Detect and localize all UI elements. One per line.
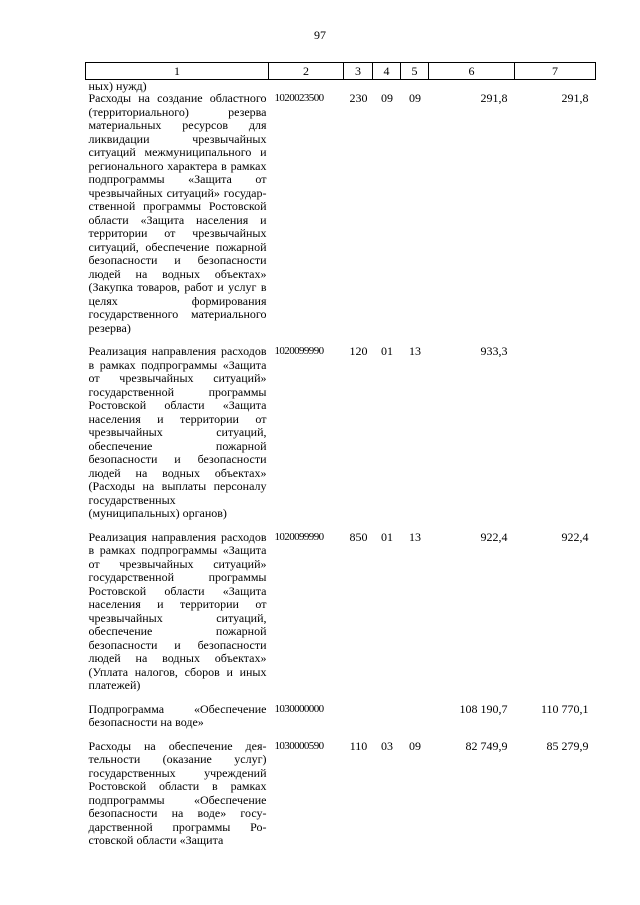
row-target-code: 1030000000 xyxy=(274,702,324,715)
row-target-code: 1020099990 xyxy=(274,345,324,357)
row-expense-type: 850 xyxy=(349,529,368,544)
column-header: 1 xyxy=(86,63,269,80)
column-header: 4 xyxy=(373,63,401,80)
row-subsection xyxy=(401,696,429,733)
row-amount-col7: 110 770,1 xyxy=(540,701,589,716)
table-row xyxy=(86,338,596,524)
row-subsection: 09 xyxy=(409,738,421,753)
row-subsection: 13 xyxy=(409,529,421,544)
row-description: Подпрограмма «Обеспечение безопасности на воде» xyxy=(88,701,267,729)
row-subsection: 09 xyxy=(409,91,421,105)
table-row xyxy=(86,696,596,733)
row-section: 03 xyxy=(381,738,393,753)
row-section: 01 xyxy=(381,529,393,544)
row-description: ных) нужд) xyxy=(88,79,147,93)
row-amount-col7: 85 279,9 xyxy=(546,738,589,753)
row-target-code: 1030000590 xyxy=(274,739,324,752)
column-header: 7 xyxy=(515,63,596,80)
column-header: 5 xyxy=(401,63,429,80)
table-row xyxy=(86,92,596,338)
budget-table xyxy=(85,62,596,851)
row-expense-type: 110 xyxy=(349,738,368,753)
row-expense-type xyxy=(344,696,373,733)
row-section xyxy=(373,696,401,733)
row-amount-col7: 922,4 xyxy=(561,529,589,544)
row-target-code: 1020099990 xyxy=(274,530,324,543)
row-target-code: 1020023500 xyxy=(274,92,324,104)
table-header-row xyxy=(86,63,596,80)
row-description: Реализация направления расходов в рамках подпрограммы «Защита от чрезвычайных ситуаций» государственной программы Ростовской области «Защита населения и территории от чрезвычайных ситуаций, обеспечение пожарной безопасности и безопасности людей на водных объектах» (Расходы на выплаты персоналу государственных (муниципальных) органов) xyxy=(88,344,267,520)
row-expense-type: 230 xyxy=(349,91,368,105)
row-section: 01 xyxy=(381,344,393,358)
row-amount-col6: 933,3 xyxy=(480,344,508,358)
row-description: Расходы на обеспечение деятельности (оказание услуг) государственных учреждений Ростовской области в рамках подпрограммы «Обеспечение безопасности на воде» государственной программы Ростовской области «Защита xyxy=(88,738,267,847)
row-description: Реализация направления расходов в рамках подпрограммы «Защита от чрезвычайных ситуаций» государственной программы Ростовской области «Защита населения и территории от чрезвычайных ситуаций, обеспечение пожарной безопасности и безопасности людей на водных объектах» (Уплата налогов, сборов и иных платежей) xyxy=(88,529,267,692)
row-subsection: 13 xyxy=(409,344,421,358)
column-header: 6 xyxy=(429,63,515,80)
table-row xyxy=(86,524,596,696)
row-amount-col7 xyxy=(515,338,596,524)
row-section: 09 xyxy=(381,91,393,105)
row-amount-col6: 108 190,7 xyxy=(459,701,508,716)
column-header: 3 xyxy=(344,63,373,80)
row-amount-col7: 291,8 xyxy=(561,91,589,105)
row-expense-type: 120 xyxy=(349,344,368,358)
row-target-code xyxy=(269,80,344,93)
row-amount-col6: 922,4 xyxy=(480,529,508,544)
page-number: 97 xyxy=(314,28,326,42)
column-header: 2 xyxy=(269,63,344,80)
row-description: Расходы на создание областного (территориального) резерва материальных ресурсов для ликвидации чрезвычайных ситуаций межмуниципального и регионального характера в рамках подпрограммы «Защита от чрезвычайных ситуаций» государственной программы Ростовской области «Защита населения и территории от чрезвычайных ситуаций, обеспечение пожарной безопасности и безопасности людей на водных объектах» (Закупка товаров, работ и услуг в целях формирования государственного материального резерва) xyxy=(88,91,267,335)
row-amount-col6: 291,8 xyxy=(480,91,508,105)
row-amount-col6: 82 749,9 xyxy=(465,738,508,753)
table-row xyxy=(86,733,596,851)
